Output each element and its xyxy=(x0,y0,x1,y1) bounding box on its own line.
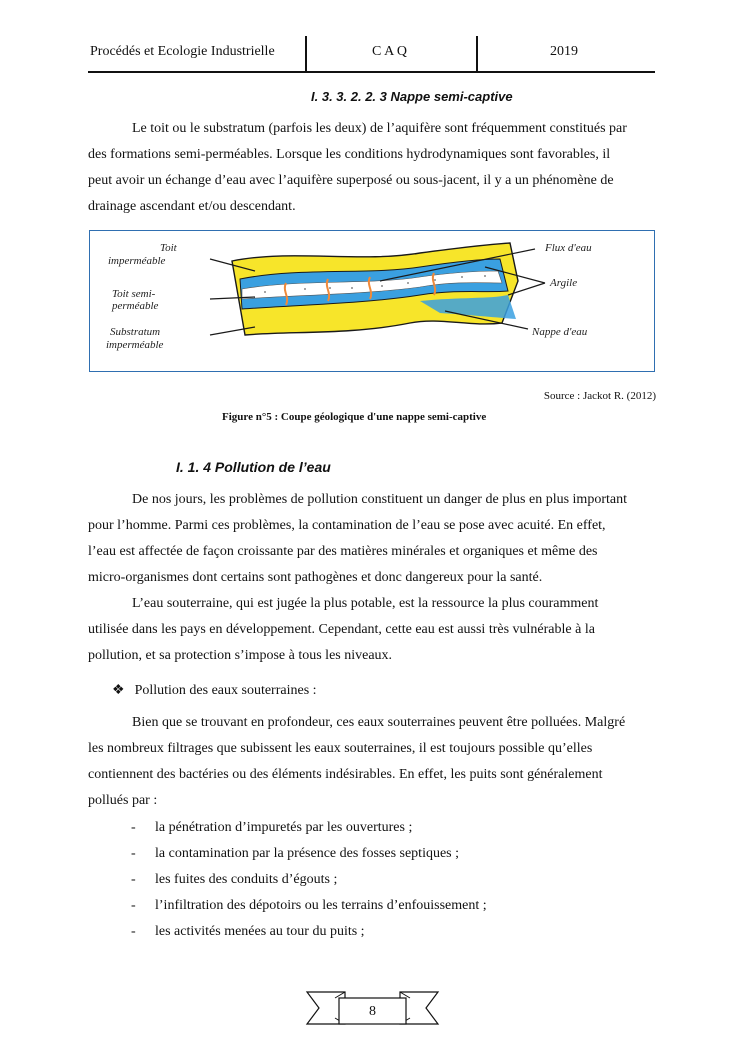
paragraph-pollution-3 xyxy=(88,710,655,814)
paragraph-pollution-1 xyxy=(88,487,655,669)
paragraph-line: De nos jours, les problèmes de pollution constituent un danger de plus en plus important xyxy=(132,492,627,507)
label-toit-impermeable-1: Toit xyxy=(160,242,177,254)
dash-icon: - xyxy=(131,846,136,861)
diamond-bullet-icon: ❖ xyxy=(112,683,125,698)
label-toit-impermeable-2: imperméable xyxy=(108,255,166,267)
paragraph-line: micro-organismes dont certains sont pathogènes et donc dangereux pour la santé. xyxy=(88,570,543,585)
dash-icon: - xyxy=(131,820,136,835)
paragraph-line: peut avoir un échange d’eau avec l’aquifère superposé ou sous-jacent, il y a un phénomène de xyxy=(88,173,614,188)
label-toit-semi-permeable-2: perméable xyxy=(112,300,159,312)
paragraph-line: utilisée dans les pays en développement. Cependant, cette eau est aussi très vulnérable à la xyxy=(88,622,595,637)
figure-source: Source : Jackot R. (2012) xyxy=(543,390,656,402)
section-title-pollution: I. 1. 4 Pollution de l’eau xyxy=(176,459,331,475)
list-item-text: la pénétration d’impuretés par les ouvertures ; xyxy=(155,820,413,835)
paragraph-line: Le toit ou le substratum (parfois les deux) de l’aquifère sont fréquemment constitués par xyxy=(132,121,627,136)
geologic-section-figure xyxy=(90,231,653,370)
paragraph-line: pour l’homme. Parmi ces problèmes, la contamination de l’eau se pose avec acuité. En effet, xyxy=(88,518,606,533)
page-number: 8 xyxy=(369,1004,376,1019)
paragraph-line: l’eau est affectée de façon croissante par des matières minérales et organiques et même des xyxy=(88,544,598,559)
dash-icon: - xyxy=(131,898,136,913)
paragraph-line: contiennent des bactéries ou des éléments indésirables. En effet, les puits sont généralement xyxy=(88,767,603,782)
paragraph-line: des formations semi-perméables. Lorsque les conditions hydrodynamiques sont favorables, il xyxy=(88,147,611,162)
dash-icon: - xyxy=(131,872,136,887)
header-left-title: Procédés et Ecologie Industrielle xyxy=(90,44,275,59)
list-item-text: l’infiltration des dépotoirs ou les terrains d’enfouissement ; xyxy=(155,898,487,913)
dash-icon: - xyxy=(131,924,136,939)
header-center-title: C A Q xyxy=(372,44,408,59)
paragraph-line: Bien que se trouvant en profondeur, ces eaux souterraines peuvent être polluées. Malgré xyxy=(132,715,626,730)
section-title-nappe: I. 3. 3. 2. 2. 3 Nappe semi-captive xyxy=(311,89,513,104)
header-separator xyxy=(305,36,307,72)
bullet-item xyxy=(112,682,317,699)
label-flux-deau: Flux d'eau xyxy=(545,242,592,254)
label-substratum-2: imperméable xyxy=(106,339,164,351)
paragraph-line: les nombreux filtrages que subissent les eaux souterraines, il est toujours possible qu’elles xyxy=(88,741,593,756)
label-argile: Argile xyxy=(550,277,578,289)
header-rule xyxy=(88,71,655,73)
list-item-text: la contamination par la présence des fosses septiques ; xyxy=(155,846,460,861)
bullet-text: Pollution des eaux souterraines : xyxy=(134,683,317,698)
header-separator xyxy=(476,36,478,72)
paragraph-line: pollution, et sa protection s’impose à tous les niveaux. xyxy=(88,648,393,663)
list-item-text: les fuites des conduits d’égouts ; xyxy=(155,872,338,887)
paragraph-line: pollués par : xyxy=(88,793,158,808)
label-substratum-1: Substratum xyxy=(110,326,161,338)
label-toit-semi-permeable-1: Toit semi- xyxy=(112,288,156,300)
header-year: 2019 xyxy=(550,44,578,59)
figure-caption: Figure n°5 : Coupe géologique d'une nappe semi-captive xyxy=(222,411,487,423)
figure-frame xyxy=(89,230,655,372)
paragraph-nappe xyxy=(88,116,655,220)
label-nappe-deau: Nappe d'eau xyxy=(532,326,588,338)
paragraph-line: drainage ascendant et/ou descendant. xyxy=(88,199,296,214)
paragraph-line: L’eau souterraine, qui est jugée la plus potable, est la ressource la plus couramment xyxy=(132,596,599,611)
list-item-text: les activités menées au tour du puits ; xyxy=(155,924,365,939)
